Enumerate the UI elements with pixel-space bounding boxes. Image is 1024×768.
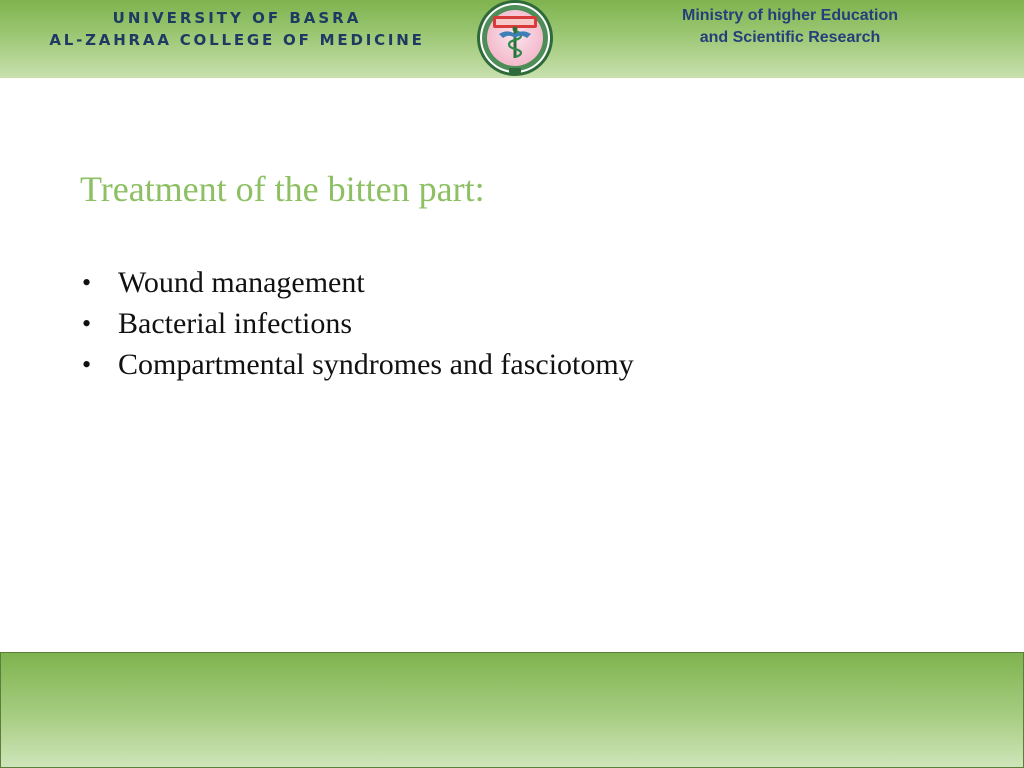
bullet-item	[80, 305, 634, 346]
bullet-text: Wound management	[118, 266, 365, 299]
bullet-dot-icon: •	[82, 350, 92, 379]
header-band	[0, 0, 1024, 78]
ministry-name	[640, 5, 940, 49]
footer-band	[0, 652, 1024, 768]
ministry-line: Ministry of higher Education	[681, 7, 898, 24]
ministry-subline: and Scientific Research	[699, 29, 881, 46]
college-seal-icon	[469, 0, 561, 78]
bullet-list	[80, 264, 634, 387]
bullet-dot-icon: •	[82, 309, 92, 338]
university-name	[22, 8, 452, 52]
college-line: AL-ZAHRAA COLLEGE OF MEDICINE	[49, 31, 425, 49]
bullet-item	[80, 264, 634, 305]
bullet-item	[80, 346, 634, 387]
slide-title: Treatment of the bitten part:	[80, 169, 485, 209]
bullet-text: Compartmental syndromes and fasciotomy	[118, 348, 634, 381]
bullet-text: Bacterial infections	[118, 307, 353, 340]
bullet-dot-icon: •	[82, 268, 92, 297]
university-line: UNIVERSITY OF BASRA	[112, 9, 362, 27]
